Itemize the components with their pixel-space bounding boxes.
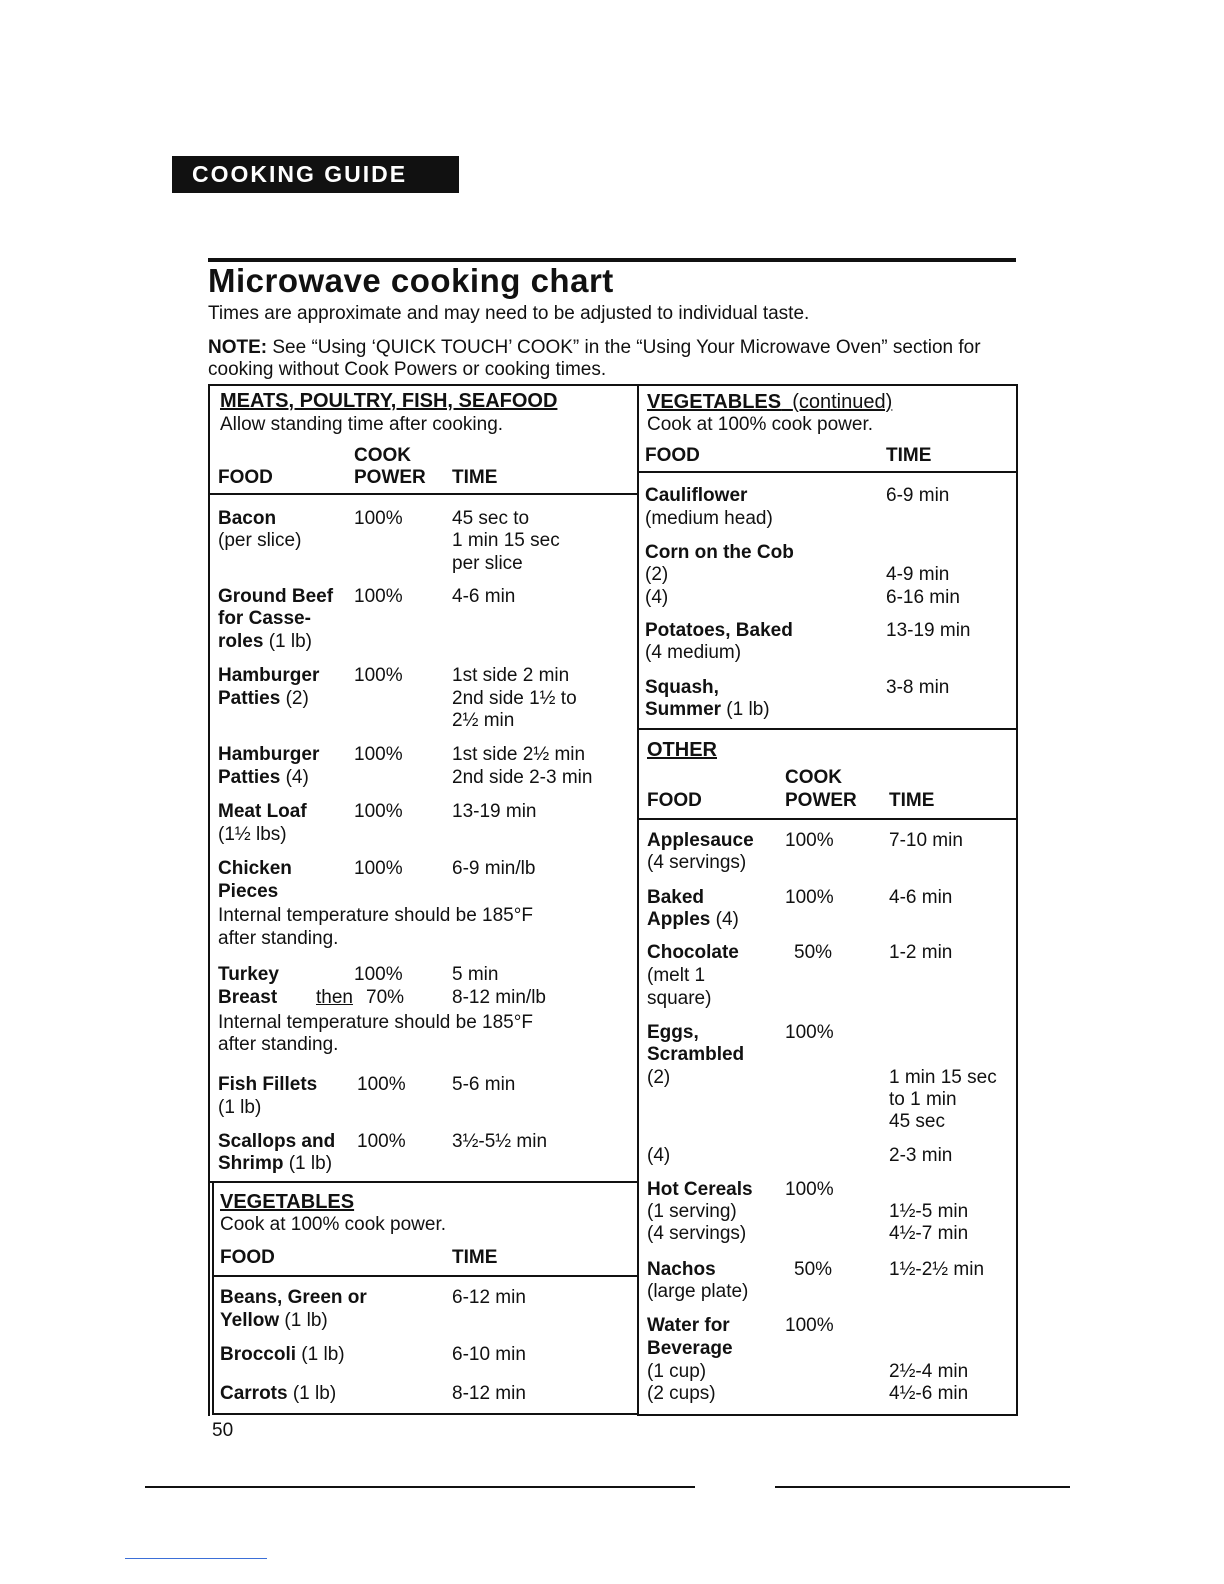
corn-name: Corn on the Cob bbox=[645, 542, 794, 563]
cereals-q2: (4 servings) bbox=[647, 1223, 747, 1244]
turkey-note2: after standing. bbox=[218, 1034, 339, 1055]
applesauce-detail: (4 servings) bbox=[647, 852, 747, 873]
broccoli-name: Broccoli bbox=[220, 1344, 297, 1365]
fish-time: 5-6 min bbox=[452, 1074, 516, 1095]
bacon-detail: (per slice) bbox=[218, 530, 302, 551]
turkey-time1: 5 min bbox=[452, 964, 499, 985]
veg-top-rule bbox=[208, 1181, 639, 1183]
bacon-power: 100% bbox=[354, 508, 403, 529]
squash-name1: Squash, bbox=[645, 677, 719, 698]
meats-hdr-power: POWER bbox=[354, 467, 426, 488]
fish-power: 100% bbox=[357, 1074, 406, 1095]
water-time1: 2½-4 min bbox=[889, 1361, 969, 1382]
water-power: 100% bbox=[785, 1315, 834, 1336]
ham4-detail: (4) bbox=[280, 767, 309, 788]
ham2-time2: 2nd side 1½ to bbox=[452, 688, 577, 709]
fish-name: Fish Fillets bbox=[218, 1074, 318, 1095]
veg-title: VEGETABLES bbox=[220, 1191, 355, 1213]
ham2-power: 100% bbox=[354, 665, 403, 686]
meatloaf-time: 13-19 min bbox=[452, 801, 537, 822]
vegcont-subtitle: Cook at 100% cook power. bbox=[647, 414, 874, 435]
cereals-time1: 1½-5 min bbox=[889, 1201, 969, 1222]
other-hdr-cook: COOK bbox=[785, 767, 842, 788]
water-name2: Beverage bbox=[647, 1338, 733, 1359]
water-name1: Water for bbox=[647, 1315, 730, 1336]
note-text: See “Using ‘QUICK TOUCH’ COOK” in the “Using Your Microwave Oven” section for cooking without Cook Powers or cooking times. bbox=[208, 337, 981, 380]
scallops-name1: Scallops and bbox=[218, 1131, 336, 1152]
corn-q2: (4) bbox=[645, 587, 669, 608]
note-label: NOTE: bbox=[208, 337, 268, 358]
eggs-time4: 2-3 min bbox=[889, 1145, 953, 1166]
ham2-name1: Hamburger bbox=[218, 665, 320, 686]
nachos-detail: (large plate) bbox=[647, 1281, 749, 1302]
ham4-name2: Patties bbox=[218, 767, 281, 788]
applesauce-name: Applesauce bbox=[647, 830, 754, 851]
scallops-power: 100% bbox=[357, 1131, 406, 1152]
ground-time: 4-6 min bbox=[452, 586, 516, 607]
choc-detail2: square) bbox=[647, 988, 712, 1009]
ham2-time3: 2½ min bbox=[452, 710, 515, 731]
bacon-time3: per slice bbox=[452, 553, 523, 574]
choc-time: 1-2 min bbox=[889, 942, 953, 963]
carrots-detail: (1 lb) bbox=[287, 1383, 337, 1404]
meatloaf-name: Meat Loaf bbox=[218, 801, 307, 822]
scallops-detail: (1 lb) bbox=[283, 1153, 333, 1174]
nachos-name: Nachos bbox=[647, 1259, 716, 1280]
other-title: OTHER bbox=[647, 739, 717, 761]
chicken-note2: after standing. bbox=[218, 928, 339, 949]
vegcont-hdr-time: TIME bbox=[886, 445, 932, 466]
bacon-time1: 45 sec to bbox=[452, 508, 530, 529]
baked-power: 100% bbox=[785, 887, 834, 908]
cereals-power: 100% bbox=[785, 1179, 834, 1200]
potatoes-name: Potatoes, Baked bbox=[645, 620, 793, 641]
turkey-name2: Breast bbox=[218, 987, 278, 1008]
corn-time2: 6-16 min bbox=[886, 587, 960, 608]
other-top-rule bbox=[637, 728, 1018, 730]
vegcont-title: VEGETABLES bbox=[647, 391, 782, 413]
left-bottom-rule bbox=[212, 1413, 639, 1415]
veg-subtitle: Cook at 100% cook power. bbox=[220, 1214, 447, 1235]
water-q2: (2 cups) bbox=[647, 1383, 716, 1404]
turkey-name1: Turkey bbox=[218, 964, 279, 985]
baked-name2: Apples bbox=[647, 909, 711, 930]
nachos-power: 50% bbox=[794, 1259, 833, 1280]
other-hdr-time: TIME bbox=[889, 790, 935, 811]
chicken-name2: Pieces bbox=[218, 881, 279, 902]
meats-hdr-food: FOOD bbox=[218, 467, 273, 488]
footer-rule-right bbox=[775, 1486, 1070, 1488]
corn-time1: 4-9 min bbox=[886, 564, 950, 585]
bacon-time2: 1 min 15 sec bbox=[452, 530, 560, 551]
vegcont-continued: (continued) bbox=[792, 391, 893, 413]
squash-name2: Summer bbox=[645, 699, 722, 720]
meats-title: MEATS, POULTRY, FISH, SEAFOOD bbox=[220, 390, 558, 412]
ham4-time2: 2nd side 2-3 min bbox=[452, 767, 593, 788]
footer-mark bbox=[125, 1558, 267, 1559]
water-q1: (1 cup) bbox=[647, 1361, 707, 1382]
meats-hdr-cook: COOK bbox=[354, 445, 411, 466]
meats-header-rule bbox=[208, 493, 639, 495]
veg-hdr-food: FOOD bbox=[220, 1247, 275, 1268]
cereals-name: Hot Cereals bbox=[647, 1179, 753, 1200]
turkey-time2: 8-12 min/lb bbox=[452, 987, 546, 1008]
ham2-detail: (2) bbox=[280, 688, 309, 709]
chicken-time: 6-9 min/lb bbox=[452, 858, 536, 879]
meats-hdr-time: TIME bbox=[452, 467, 498, 488]
veg-hdr-time: TIME bbox=[452, 1247, 498, 1268]
note bbox=[208, 337, 1018, 381]
cauli-time: 6-9 min bbox=[886, 485, 950, 506]
cauli-detail: (medium head) bbox=[645, 508, 773, 529]
choc-name: Chocolate bbox=[647, 942, 739, 963]
ham2-name2: Patties bbox=[218, 688, 281, 709]
beans-detail: (1 lb) bbox=[279, 1310, 328, 1331]
ground-power: 100% bbox=[354, 586, 403, 607]
other-hdr-power: POWER bbox=[785, 790, 857, 811]
beans-name2: Yellow bbox=[220, 1310, 280, 1331]
other-header-rule bbox=[637, 818, 1018, 820]
choc-detail1: (melt 1 bbox=[647, 965, 706, 986]
ham4-name1: Hamburger bbox=[218, 744, 320, 765]
beans-name1: Beans, Green or bbox=[220, 1287, 367, 1308]
carrots-time: 8-12 min bbox=[452, 1383, 526, 1404]
meatloaf-power: 100% bbox=[354, 801, 403, 822]
eggs-name2: Scrambled bbox=[647, 1044, 745, 1065]
potatoes-detail: (4 medium) bbox=[645, 642, 742, 663]
eggs-time3: 45 sec bbox=[889, 1111, 945, 1132]
turkey-power1: 100% bbox=[354, 964, 403, 985]
applesauce-power: 100% bbox=[785, 830, 834, 851]
page-number: 50 bbox=[212, 1420, 234, 1441]
baked-detail: (4) bbox=[710, 909, 739, 930]
corn-q1: (2) bbox=[645, 564, 669, 585]
ground-name3: roles bbox=[218, 631, 264, 652]
scallops-time: 3½-5½ min bbox=[452, 1131, 548, 1152]
cereals-time2: 4½-7 min bbox=[889, 1223, 969, 1244]
ground-name2: for Casse- bbox=[218, 608, 311, 629]
squash-detail: (1 lb) bbox=[721, 699, 770, 720]
eggs-name1: Eggs, bbox=[647, 1022, 699, 1043]
bacon-name: Bacon bbox=[218, 508, 277, 529]
chicken-name1: Chicken bbox=[218, 858, 292, 879]
fish-detail: (1 lb) bbox=[218, 1097, 262, 1118]
choc-power: 50% bbox=[794, 942, 833, 963]
eggs-time2: to 1 min bbox=[889, 1089, 957, 1110]
eggs-time1: 1 min 15 sec bbox=[889, 1067, 997, 1088]
veg-header-rule bbox=[212, 1275, 639, 1277]
section-banner: COOKING GUIDE bbox=[172, 156, 459, 193]
ground-name1: Ground Beef bbox=[218, 586, 334, 607]
squash-time: 3-8 min bbox=[886, 677, 950, 698]
left-box-edge bbox=[208, 1413, 210, 1416]
page-title: Microwave cooking chart bbox=[208, 262, 614, 299]
veg-left-edge bbox=[212, 1181, 214, 1414]
page-subtitle: Times are approximate and may need to be adjusted to individual taste. bbox=[208, 303, 810, 324]
applesauce-time: 7-10 min bbox=[889, 830, 963, 851]
potatoes-time: 13-19 min bbox=[886, 620, 971, 641]
water-time2: 4½-6 min bbox=[889, 1383, 969, 1404]
carrots-name: Carrots bbox=[220, 1383, 288, 1404]
meats-subtitle: Allow standing time after cooking. bbox=[220, 414, 504, 435]
nachos-time: 1½-2½ min bbox=[889, 1259, 985, 1280]
broccoli-detail: (1 lb) bbox=[296, 1344, 345, 1365]
ground-detail: (1 lb) bbox=[263, 631, 312, 652]
eggs-power: 100% bbox=[785, 1022, 834, 1043]
other-hdr-food: FOOD bbox=[647, 790, 702, 811]
meatloaf-detail: (1½ lbs) bbox=[218, 824, 287, 845]
baked-time: 4-6 min bbox=[889, 887, 953, 908]
turkey-note1: Internal temperature should be 185°F bbox=[218, 1012, 533, 1033]
vegcont-hdr-food: FOOD bbox=[645, 445, 700, 466]
eggs-q1: (2) bbox=[647, 1067, 671, 1088]
ham4-time1: 1st side 2½ min bbox=[452, 744, 586, 765]
vegcont-header-rule bbox=[637, 471, 1018, 473]
scallops-name2: Shrimp bbox=[218, 1153, 284, 1174]
broccoli-time: 6-10 min bbox=[452, 1344, 526, 1365]
eggs-q2: (4) bbox=[647, 1145, 671, 1166]
ham2-time1: 1st side 2 min bbox=[452, 665, 570, 686]
cereals-q1: (1 serving) bbox=[647, 1201, 737, 1222]
turkey-power2: 70% bbox=[366, 987, 405, 1008]
ham4-power: 100% bbox=[354, 744, 403, 765]
chicken-note1: Internal temperature should be 185°F bbox=[218, 905, 533, 926]
turkey-then: then bbox=[316, 987, 353, 1008]
cauli-name: Cauliflower bbox=[645, 485, 748, 506]
chicken-power: 100% bbox=[354, 858, 403, 879]
beans-time: 6-12 min bbox=[452, 1287, 526, 1308]
baked-name1: Baked bbox=[647, 887, 705, 908]
footer-rule-left bbox=[145, 1486, 695, 1488]
